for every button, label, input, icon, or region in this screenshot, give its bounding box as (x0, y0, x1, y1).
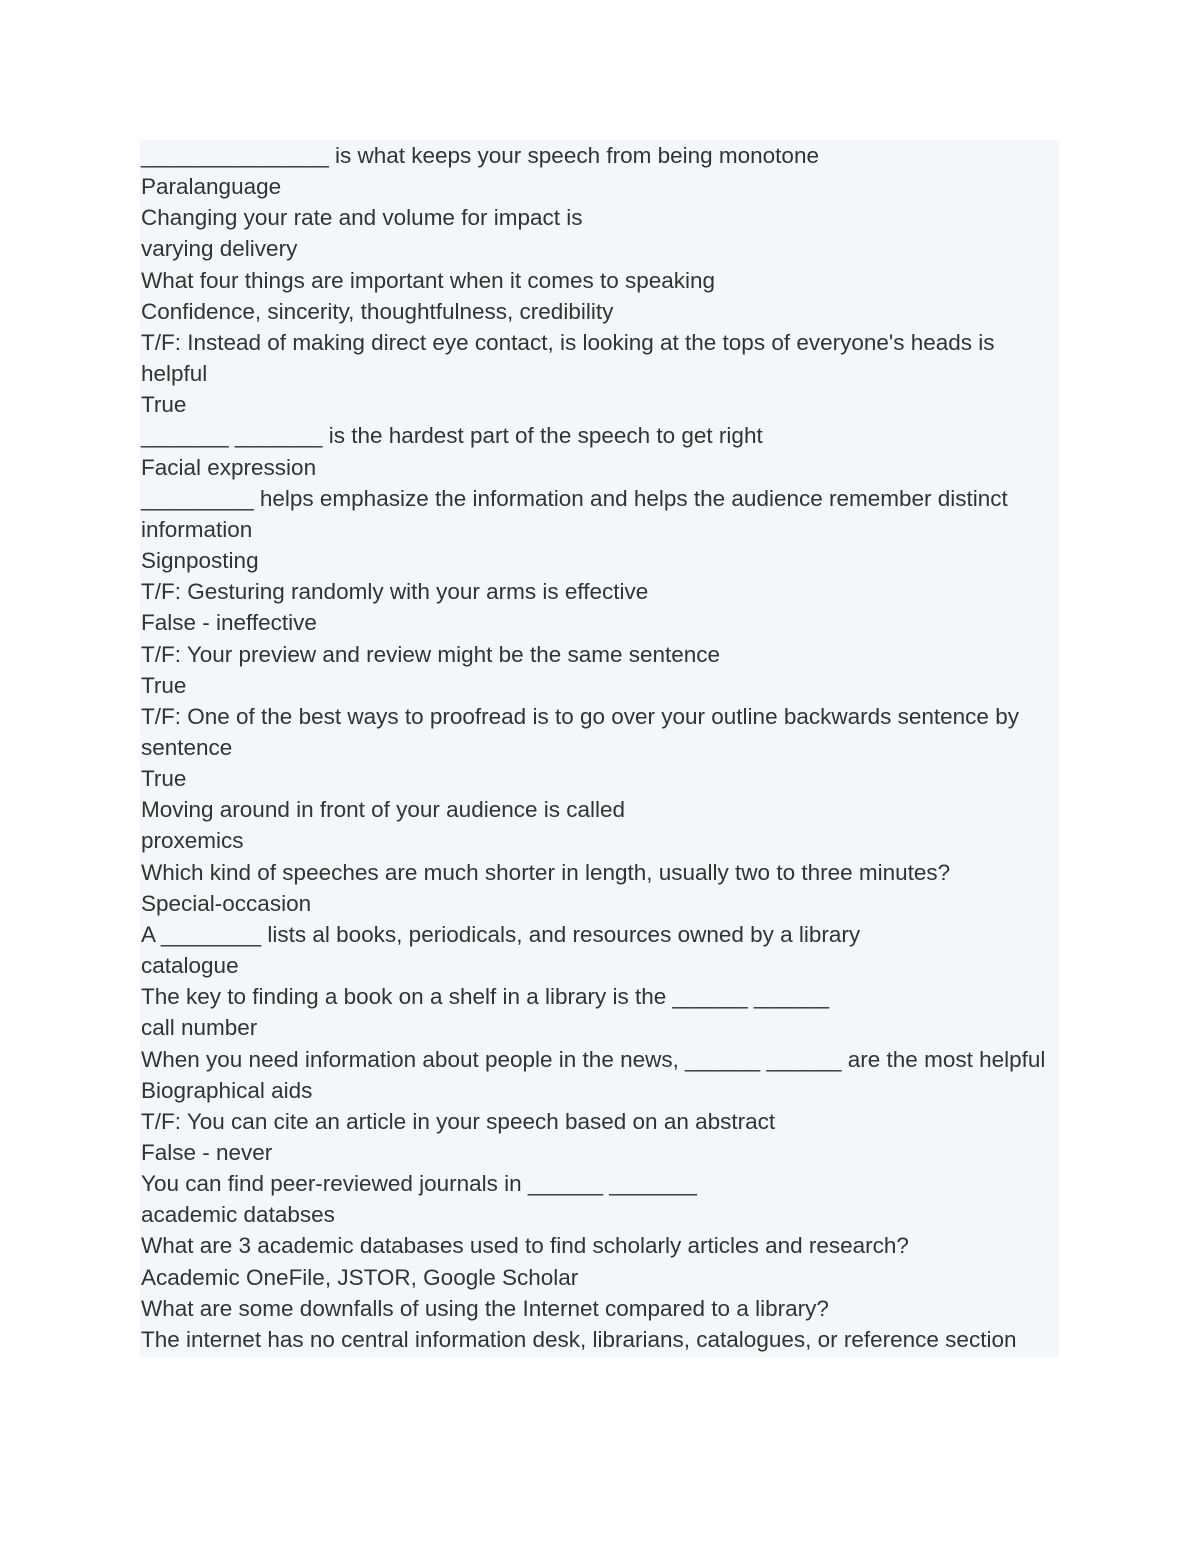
answer-line: catalogue (141, 953, 239, 979)
question-line: _________ helps emphasize the information and helps the audience remember distinct information (141, 485, 1008, 542)
answer-line: call number (141, 1015, 258, 1041)
answer-line: False - ineffective (141, 610, 317, 636)
answer-line: Confidence, sincerity, thoughtfulness, credibility (141, 298, 614, 324)
question-line: When you need information about people in the news, ______ ______ are the most helpful (141, 1046, 1046, 1072)
study-notes-text (140, 140, 1059, 1357)
question-line: T/F: Instead of making direct eye contact, is looking at the tops of everyone's heads is helpful (141, 329, 995, 387)
answer-line: academic databses (141, 1202, 335, 1228)
answer-line: Special-occasion (141, 890, 312, 916)
question-line: Which kind of speeches are much shorter in length, usually two to three minutes? (141, 859, 951, 885)
answer-line: True (141, 766, 187, 792)
answer-line: False - never (141, 1140, 273, 1165)
question-line: _______________ is what keeps your speech from being monotone (141, 143, 819, 168)
question-line: T/F: Your preview and review might be the same sentence (141, 641, 721, 667)
question-line: The key to finding a book on a shelf in a library is the ______ ______ (141, 984, 829, 1010)
question-line: What are some downfalls of using the Internet compared to a library? (141, 1295, 829, 1321)
answer-line: varying delivery (141, 236, 298, 262)
answer-line: Biographical aids (141, 1077, 313, 1103)
answer-line: True (141, 392, 187, 418)
question-line: T/F: Gesturing randomly with your arms is effective (141, 579, 649, 605)
answer-line: Academic OneFile, JSTOR, Google Scholar (141, 1264, 579, 1290)
question-line: Moving around in front of your audience is called (141, 797, 626, 823)
answer-line: True (141, 672, 187, 698)
question-line: Changing your rate and volume for impact is (141, 205, 583, 231)
answer-line: Signposting (141, 548, 259, 574)
question-line: You can find peer-reviewed journals in ______ _______ (141, 1171, 697, 1197)
answer-line: Paralanguage (141, 174, 282, 200)
answer-line: Facial expression (141, 454, 317, 480)
answer-line: proxemics (141, 828, 244, 854)
question-line: T/F: One of the best ways to proofread is to go over your outline backwards sentence by sentence (141, 703, 1019, 760)
question-line: What are 3 academic databases used to find scholarly articles and research? (141, 1233, 909, 1259)
question-line: _______ _______ is the hardest part of the speech to get right (141, 423, 763, 449)
question-line: T/F: You can cite an article in your speech based on an abstract (141, 1108, 776, 1134)
question-line: What four things are important when it comes to speaking (141, 267, 716, 293)
question-line: A ________ lists al books, periodicals, and resources owned by a library (141, 921, 861, 947)
answer-line: The internet has no central information desk, librarians, catalogues, or reference section (141, 1326, 1017, 1352)
